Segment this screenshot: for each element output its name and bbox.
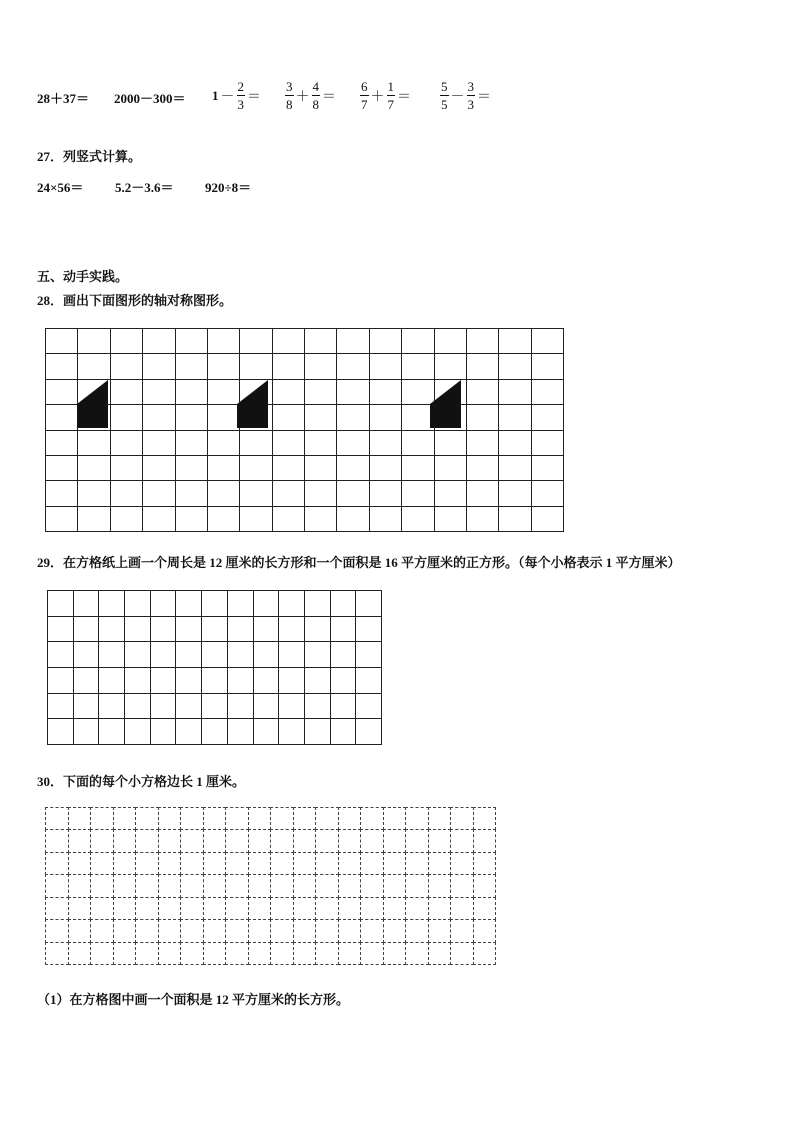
grid-cell[interactable] (201, 718, 228, 745)
grid-cell[interactable] (175, 590, 202, 617)
grid-cell[interactable] (405, 942, 429, 965)
grid-cell[interactable] (270, 897, 294, 920)
grid-cell[interactable] (360, 807, 384, 830)
denominator: 8 (286, 97, 293, 112)
grid-cell[interactable] (383, 942, 407, 965)
grid-cell[interactable] (278, 667, 305, 694)
grid-cell[interactable] (360, 919, 384, 942)
grid-cell[interactable] (227, 667, 254, 694)
grid-cell[interactable] (383, 874, 407, 897)
grid-cell[interactable] (270, 807, 294, 830)
grid-cell[interactable] (428, 874, 452, 897)
equals-sign: ＝ (322, 89, 336, 105)
q27-item-2: 5.2－3.6＝ (115, 180, 174, 195)
q30-grid[interactable] (45, 807, 495, 964)
grid-cell[interactable] (158, 852, 182, 875)
grid-cell[interactable] (450, 852, 474, 875)
grid-cell[interactable] (135, 942, 159, 965)
grid-cell[interactable] (270, 829, 294, 852)
grid-cell[interactable] (73, 641, 100, 668)
grid-cell[interactable] (338, 829, 362, 852)
grid-cell[interactable] (124, 718, 151, 745)
grid-cell[interactable] (338, 874, 362, 897)
grid-cell[interactable] (405, 829, 429, 852)
grid-cell[interactable] (293, 942, 317, 965)
grid-cell[interactable] (355, 590, 382, 617)
plus-sign: ＋ (370, 89, 385, 105)
grid-cell[interactable] (315, 829, 339, 852)
grid-cell[interactable] (90, 897, 114, 920)
grid-cell[interactable] (383, 919, 407, 942)
grid-cell[interactable] (180, 942, 204, 965)
q27-item-3: 920÷8＝ (205, 180, 252, 195)
grid-cell[interactable] (383, 897, 407, 920)
grid-cell[interactable] (248, 829, 272, 852)
denominator: 3 (237, 97, 244, 112)
numerator: 6 (361, 79, 368, 94)
grid-cell[interactable] (90, 942, 114, 965)
grid-cell[interactable] (428, 807, 452, 830)
grid-cell[interactable] (73, 718, 100, 745)
grid-cell[interactable] (293, 897, 317, 920)
grid-cell[interactable] (113, 807, 137, 830)
grid-cell[interactable] (135, 852, 159, 875)
grid-cell[interactable] (68, 874, 92, 897)
grid-cell[interactable] (338, 852, 362, 875)
grid-cell[interactable] (45, 874, 69, 897)
denominator: 3 (467, 97, 474, 112)
grid-cell[interactable] (113, 897, 137, 920)
grid-cell[interactable] (225, 829, 249, 852)
grid-cell[interactable] (150, 693, 177, 720)
grid-cell[interactable] (225, 807, 249, 830)
grid-cell[interactable] (248, 807, 272, 830)
grid-cell[interactable] (405, 919, 429, 942)
grid-cell[interactable] (304, 590, 331, 617)
grid-cell[interactable] (360, 852, 384, 875)
grid-cell[interactable] (473, 852, 497, 875)
grid-cell[interactable] (253, 718, 280, 745)
grid-cell[interactable] (253, 667, 280, 694)
grid-cell[interactable] (315, 874, 339, 897)
grid-cell[interactable] (47, 616, 74, 643)
grid-cell[interactable] (450, 807, 474, 830)
grid-cell[interactable] (203, 897, 227, 920)
grid-cell[interactable] (135, 829, 159, 852)
grid-cell[interactable] (304, 693, 331, 720)
grid-cell[interactable] (225, 874, 249, 897)
grid-cell[interactable] (158, 942, 182, 965)
grid-cell[interactable] (227, 616, 254, 643)
grid-cell[interactable] (45, 852, 69, 875)
grid-cell[interactable] (338, 942, 362, 965)
grid-cell[interactable] (248, 919, 272, 942)
grid-cell[interactable] (473, 897, 497, 920)
grid-cell[interactable] (253, 616, 280, 643)
grid-cell[interactable] (225, 852, 249, 875)
grid-cell[interactable] (338, 897, 362, 920)
grid-cell[interactable] (135, 919, 159, 942)
denominator: 7 (387, 97, 394, 112)
grid-cell[interactable] (360, 829, 384, 852)
numerator: 2 (237, 79, 244, 94)
q30-sub1: （1）在方格图中画一个面积是 12 平方厘米的长方形。 (37, 992, 350, 1007)
grid-cell[interactable] (315, 807, 339, 830)
grid-cell[interactable] (428, 942, 452, 965)
equals-sign: ＝ (397, 89, 411, 105)
grid-cell[interactable] (450, 942, 474, 965)
section-5-title: 五、动手实践。 (37, 269, 129, 284)
grid-cell[interactable] (355, 616, 382, 643)
grid-cell[interactable] (203, 942, 227, 965)
grid-cell[interactable] (68, 897, 92, 920)
grid-cell[interactable] (293, 852, 317, 875)
grid-cell[interactable] (428, 897, 452, 920)
plus-sign: ＋ (295, 89, 310, 105)
grid-cell[interactable] (225, 919, 249, 942)
grid-cell[interactable] (355, 693, 382, 720)
grid-cell[interactable] (355, 667, 382, 694)
grid-cell[interactable] (158, 919, 182, 942)
equals-sign: ＝ (477, 89, 491, 105)
grid-cell[interactable] (330, 667, 357, 694)
equals-sign: ＝ (247, 89, 261, 105)
grid-cell[interactable] (278, 718, 305, 745)
grid-cell[interactable] (201, 641, 228, 668)
grid-cell[interactable] (227, 718, 254, 745)
grid-cell[interactable] (113, 874, 137, 897)
grid-cell[interactable] (227, 641, 254, 668)
grid-cell[interactable] (90, 874, 114, 897)
grid-cell[interactable] (253, 590, 280, 617)
grid-cell[interactable] (175, 718, 202, 745)
q27-item-1: 24×56＝ (37, 180, 84, 195)
grid-cell[interactable] (473, 919, 497, 942)
grid-cell[interactable] (68, 829, 92, 852)
grid-cell[interactable] (293, 919, 317, 942)
grid-cell[interactable] (270, 919, 294, 942)
denominator: 5 (441, 97, 448, 112)
grid-cell[interactable] (158, 807, 182, 830)
grid-cell[interactable] (73, 590, 100, 617)
grid-cell[interactable] (175, 616, 202, 643)
grid-cell[interactable] (175, 667, 202, 694)
grid-cell[interactable] (47, 590, 74, 617)
grid-cell[interactable] (203, 852, 227, 875)
grid-cell[interactable] (355, 641, 382, 668)
grid-cell[interactable] (90, 919, 114, 942)
grid-cell[interactable] (47, 693, 74, 720)
grid-cell[interactable] (304, 616, 331, 643)
grid-cell[interactable] (405, 852, 429, 875)
grid-cell[interactable] (124, 693, 151, 720)
grid-cell[interactable] (73, 693, 100, 720)
grid-cell[interactable] (180, 807, 204, 830)
grid-cell[interactable] (253, 693, 280, 720)
grid-cell[interactable] (270, 852, 294, 875)
grid-cell[interactable] (270, 942, 294, 965)
q28-shape-3 (430, 380, 461, 428)
grid-cell[interactable] (278, 641, 305, 668)
grid-cell[interactable] (428, 919, 452, 942)
grid-cell[interactable] (248, 897, 272, 920)
grid-cell[interactable] (338, 807, 362, 830)
grid-cell[interactable] (98, 641, 125, 668)
grid-cell[interactable] (473, 942, 497, 965)
grid-cell[interactable] (98, 693, 125, 720)
grid-cell[interactable] (135, 897, 159, 920)
grid-cell[interactable] (47, 641, 74, 668)
grid-cell[interactable] (293, 874, 317, 897)
grid-cell[interactable] (98, 667, 125, 694)
q29-grid[interactable] (47, 590, 381, 744)
grid-cell[interactable] (45, 807, 69, 830)
grid-cell[interactable] (90, 852, 114, 875)
grid-cell[interactable] (158, 874, 182, 897)
grid-cell[interactable] (330, 718, 357, 745)
grid-cell[interactable] (150, 718, 177, 745)
grid-cell[interactable] (90, 807, 114, 830)
grid-cell[interactable] (158, 829, 182, 852)
grid-cell[interactable] (135, 807, 159, 830)
minus-sign: － (220, 89, 235, 105)
calc-28-plus-37: 28＋37＝ (37, 91, 90, 106)
grid-cell[interactable] (338, 919, 362, 942)
grid-cell[interactable] (304, 641, 331, 668)
grid-cell[interactable] (293, 829, 317, 852)
grid-cell[interactable] (473, 829, 497, 852)
grid-cell[interactable] (405, 807, 429, 830)
whole-number: 1 (212, 87, 219, 103)
q28-title: 28．画出下面图形的轴对称图形。 (37, 293, 233, 308)
grid-cell[interactable] (113, 919, 137, 942)
grid-cell[interactable] (360, 942, 384, 965)
grid-cell[interactable] (180, 919, 204, 942)
grid-cell[interactable] (225, 897, 249, 920)
grid-cell[interactable] (253, 641, 280, 668)
grid-cell[interactable] (45, 919, 69, 942)
grid-cell[interactable] (180, 829, 204, 852)
grid-cell[interactable] (124, 590, 151, 617)
grid-cell[interactable] (68, 942, 92, 965)
grid-cell[interactable] (248, 942, 272, 965)
grid-cell[interactable] (355, 718, 382, 745)
grid-cell[interactable] (473, 807, 497, 830)
grid-cell[interactable] (315, 919, 339, 942)
numerator: 5 (441, 79, 448, 94)
grid-cell[interactable] (47, 718, 74, 745)
grid-cell[interactable] (315, 852, 339, 875)
grid-cell[interactable] (227, 693, 254, 720)
calc-2000-minus-300: 2000－300＝ (114, 91, 186, 106)
grid-cell[interactable] (150, 616, 177, 643)
grid-cell[interactable] (360, 874, 384, 897)
grid-cell[interactable] (150, 667, 177, 694)
grid-cell[interactable] (304, 667, 331, 694)
grid-cell[interactable] (203, 874, 227, 897)
grid-cell[interactable] (73, 616, 100, 643)
grid-cell[interactable] (383, 829, 407, 852)
grid-cell[interactable] (98, 616, 125, 643)
q27-title: 27．列竖式计算。 (37, 149, 142, 164)
grid-cell[interactable] (45, 897, 69, 920)
numerator: 4 (312, 79, 319, 94)
grid-cell[interactable] (45, 942, 69, 965)
grid-cell[interactable] (180, 897, 204, 920)
grid-cell[interactable] (201, 667, 228, 694)
grid-cell[interactable] (278, 693, 305, 720)
grid-cell[interactable] (203, 919, 227, 942)
q29-title: 29．在方格纸上画一个周长是 12 厘米的长方形和一个面积是 16 平方厘米的正方形。（每个小格表示 1 平方厘米） (37, 555, 681, 570)
grid-cell[interactable] (113, 852, 137, 875)
grid-cell[interactable] (47, 667, 74, 694)
grid-cell[interactable] (450, 874, 474, 897)
grid-cell[interactable] (124, 667, 151, 694)
grid-cell[interactable] (98, 590, 125, 617)
grid-cell[interactable] (405, 897, 429, 920)
grid-cell[interactable] (175, 641, 202, 668)
grid-cell[interactable] (330, 693, 357, 720)
grid-cell[interactable] (248, 874, 272, 897)
grid-cell[interactable] (124, 616, 151, 643)
grid-cell[interactable] (330, 641, 357, 668)
grid-cell[interactable] (405, 874, 429, 897)
grid-cell[interactable] (175, 693, 202, 720)
q28-shape-2 (237, 380, 268, 428)
grid-cell[interactable] (135, 874, 159, 897)
grid-cell[interactable] (428, 829, 452, 852)
grid-cell[interactable] (248, 852, 272, 875)
grid-cell[interactable] (45, 829, 69, 852)
q30-title: 30．下面的每个小方格边长 1 厘米。 (37, 774, 246, 789)
grid-cell[interactable] (293, 807, 317, 830)
grid-cell[interactable] (304, 718, 331, 745)
grid-cell[interactable] (150, 641, 177, 668)
grid-cell[interactable] (201, 693, 228, 720)
grid-cell[interactable] (383, 852, 407, 875)
grid-cell[interactable] (150, 590, 177, 617)
grid-cell[interactable] (278, 616, 305, 643)
grid-cell[interactable] (124, 641, 151, 668)
grid-cell[interactable] (383, 807, 407, 830)
grid-cell[interactable] (203, 807, 227, 830)
grid-cell[interactable] (227, 590, 254, 617)
grid-cell[interactable] (315, 942, 339, 965)
numerator: 1 (387, 79, 394, 94)
grid-cell[interactable] (90, 829, 114, 852)
grid-cell[interactable] (330, 590, 357, 617)
grid-cell[interactable] (73, 667, 100, 694)
grid-cell[interactable] (450, 897, 474, 920)
grid-cell[interactable] (113, 829, 137, 852)
grid-cell[interactable] (225, 942, 249, 965)
grid-cell[interactable] (68, 807, 92, 830)
grid-cell[interactable] (278, 590, 305, 617)
grid-cell[interactable] (98, 718, 125, 745)
grid-cell[interactable] (158, 897, 182, 920)
grid-cell[interactable] (68, 919, 92, 942)
grid-cell[interactable] (113, 942, 137, 965)
grid-cell[interactable] (360, 897, 384, 920)
grid-cell[interactable] (428, 852, 452, 875)
grid-cell[interactable] (180, 852, 204, 875)
minus-sign: － (450, 89, 465, 105)
numerator: 3 (467, 79, 474, 94)
grid-cell[interactable] (68, 852, 92, 875)
grid-cell[interactable] (203, 829, 227, 852)
denominator: 8 (312, 97, 319, 112)
denominator: 7 (361, 97, 368, 112)
grid-cell[interactable] (450, 829, 474, 852)
q28-shape-1 (77, 380, 108, 428)
grid-cell[interactable] (180, 874, 204, 897)
grid-cell[interactable] (315, 897, 339, 920)
grid-cell[interactable] (473, 874, 497, 897)
grid-cell[interactable] (201, 616, 228, 643)
grid-cell[interactable] (270, 874, 294, 897)
numerator: 3 (286, 79, 293, 94)
grid-cell[interactable] (201, 590, 228, 617)
grid-cell[interactable] (450, 919, 474, 942)
grid-cell[interactable] (330, 616, 357, 643)
